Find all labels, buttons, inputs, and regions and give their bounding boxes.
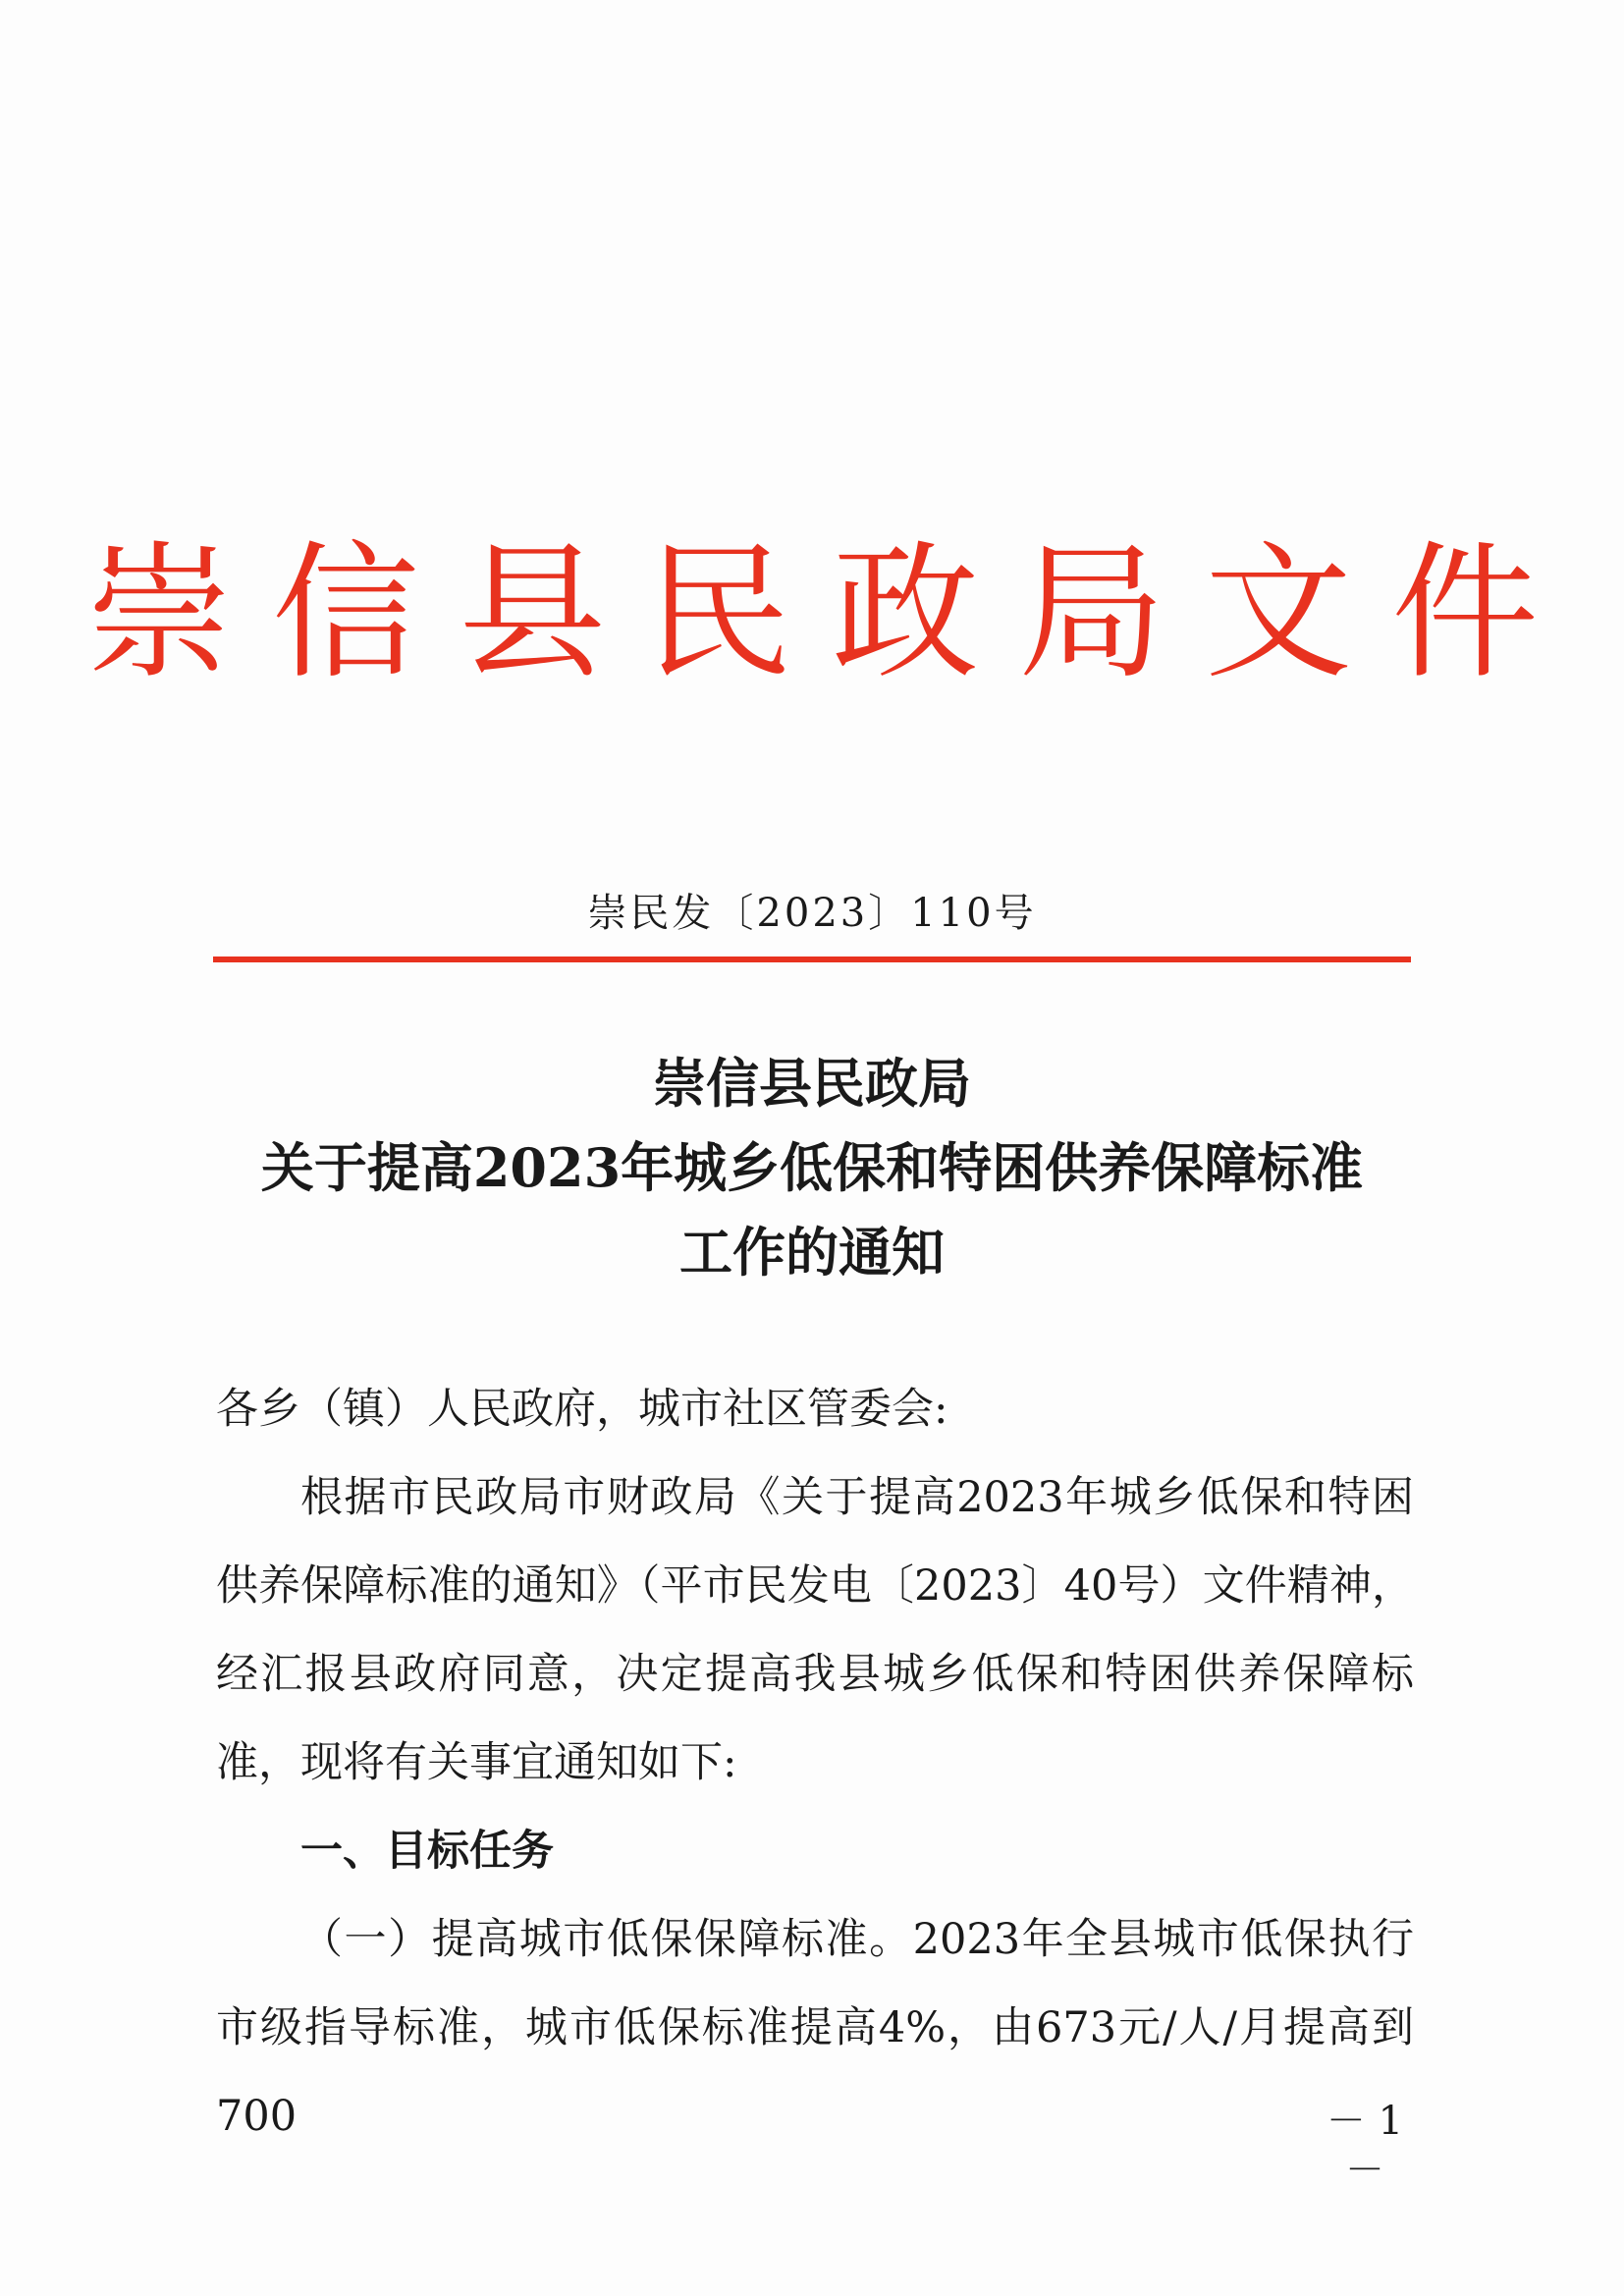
recipient-line: 各乡（镇）人民政府，城市社区管委会: [216, 1385, 948, 1434]
document-number: 崇民发〔2023〕110号 [587, 891, 1037, 936]
page-number: － 1 － [1326, 2099, 1404, 2193]
title-line-1: 崇信县民政局 [653, 1052, 971, 1115]
item-paragraph: （一）提高城市低保保障标准。2023年全县城市低保执行市级指导标准，城市低保标准提高4%，由673元/人/月提高到700 [216, 1915, 1414, 2141]
document-body [216, 1365, 1414, 2160]
section-heading: 一、目标任务 [300, 1827, 554, 1876]
masthead-title: 崇信县民政局文件 [84, 528, 1578, 699]
intro-paragraph: 根据市民政局市财政局《关于提高2023年城乡低保和特困供养保障标准的通知》（平市民发电〔2023〕40号）文件精神，经汇报县政府同意，决定提高我县城乡低保和特困供养保障标准，现将有关事宜通知如下: [216, 1473, 1414, 1787]
title-line-2: 关于提高2023年城乡低保和特困供养保障标准 [260, 1136, 1364, 1199]
red-divider-line [213, 957, 1411, 962]
notice-title [0, 1041, 1624, 1294]
title-line-3: 工作的通知 [679, 1221, 945, 1284]
